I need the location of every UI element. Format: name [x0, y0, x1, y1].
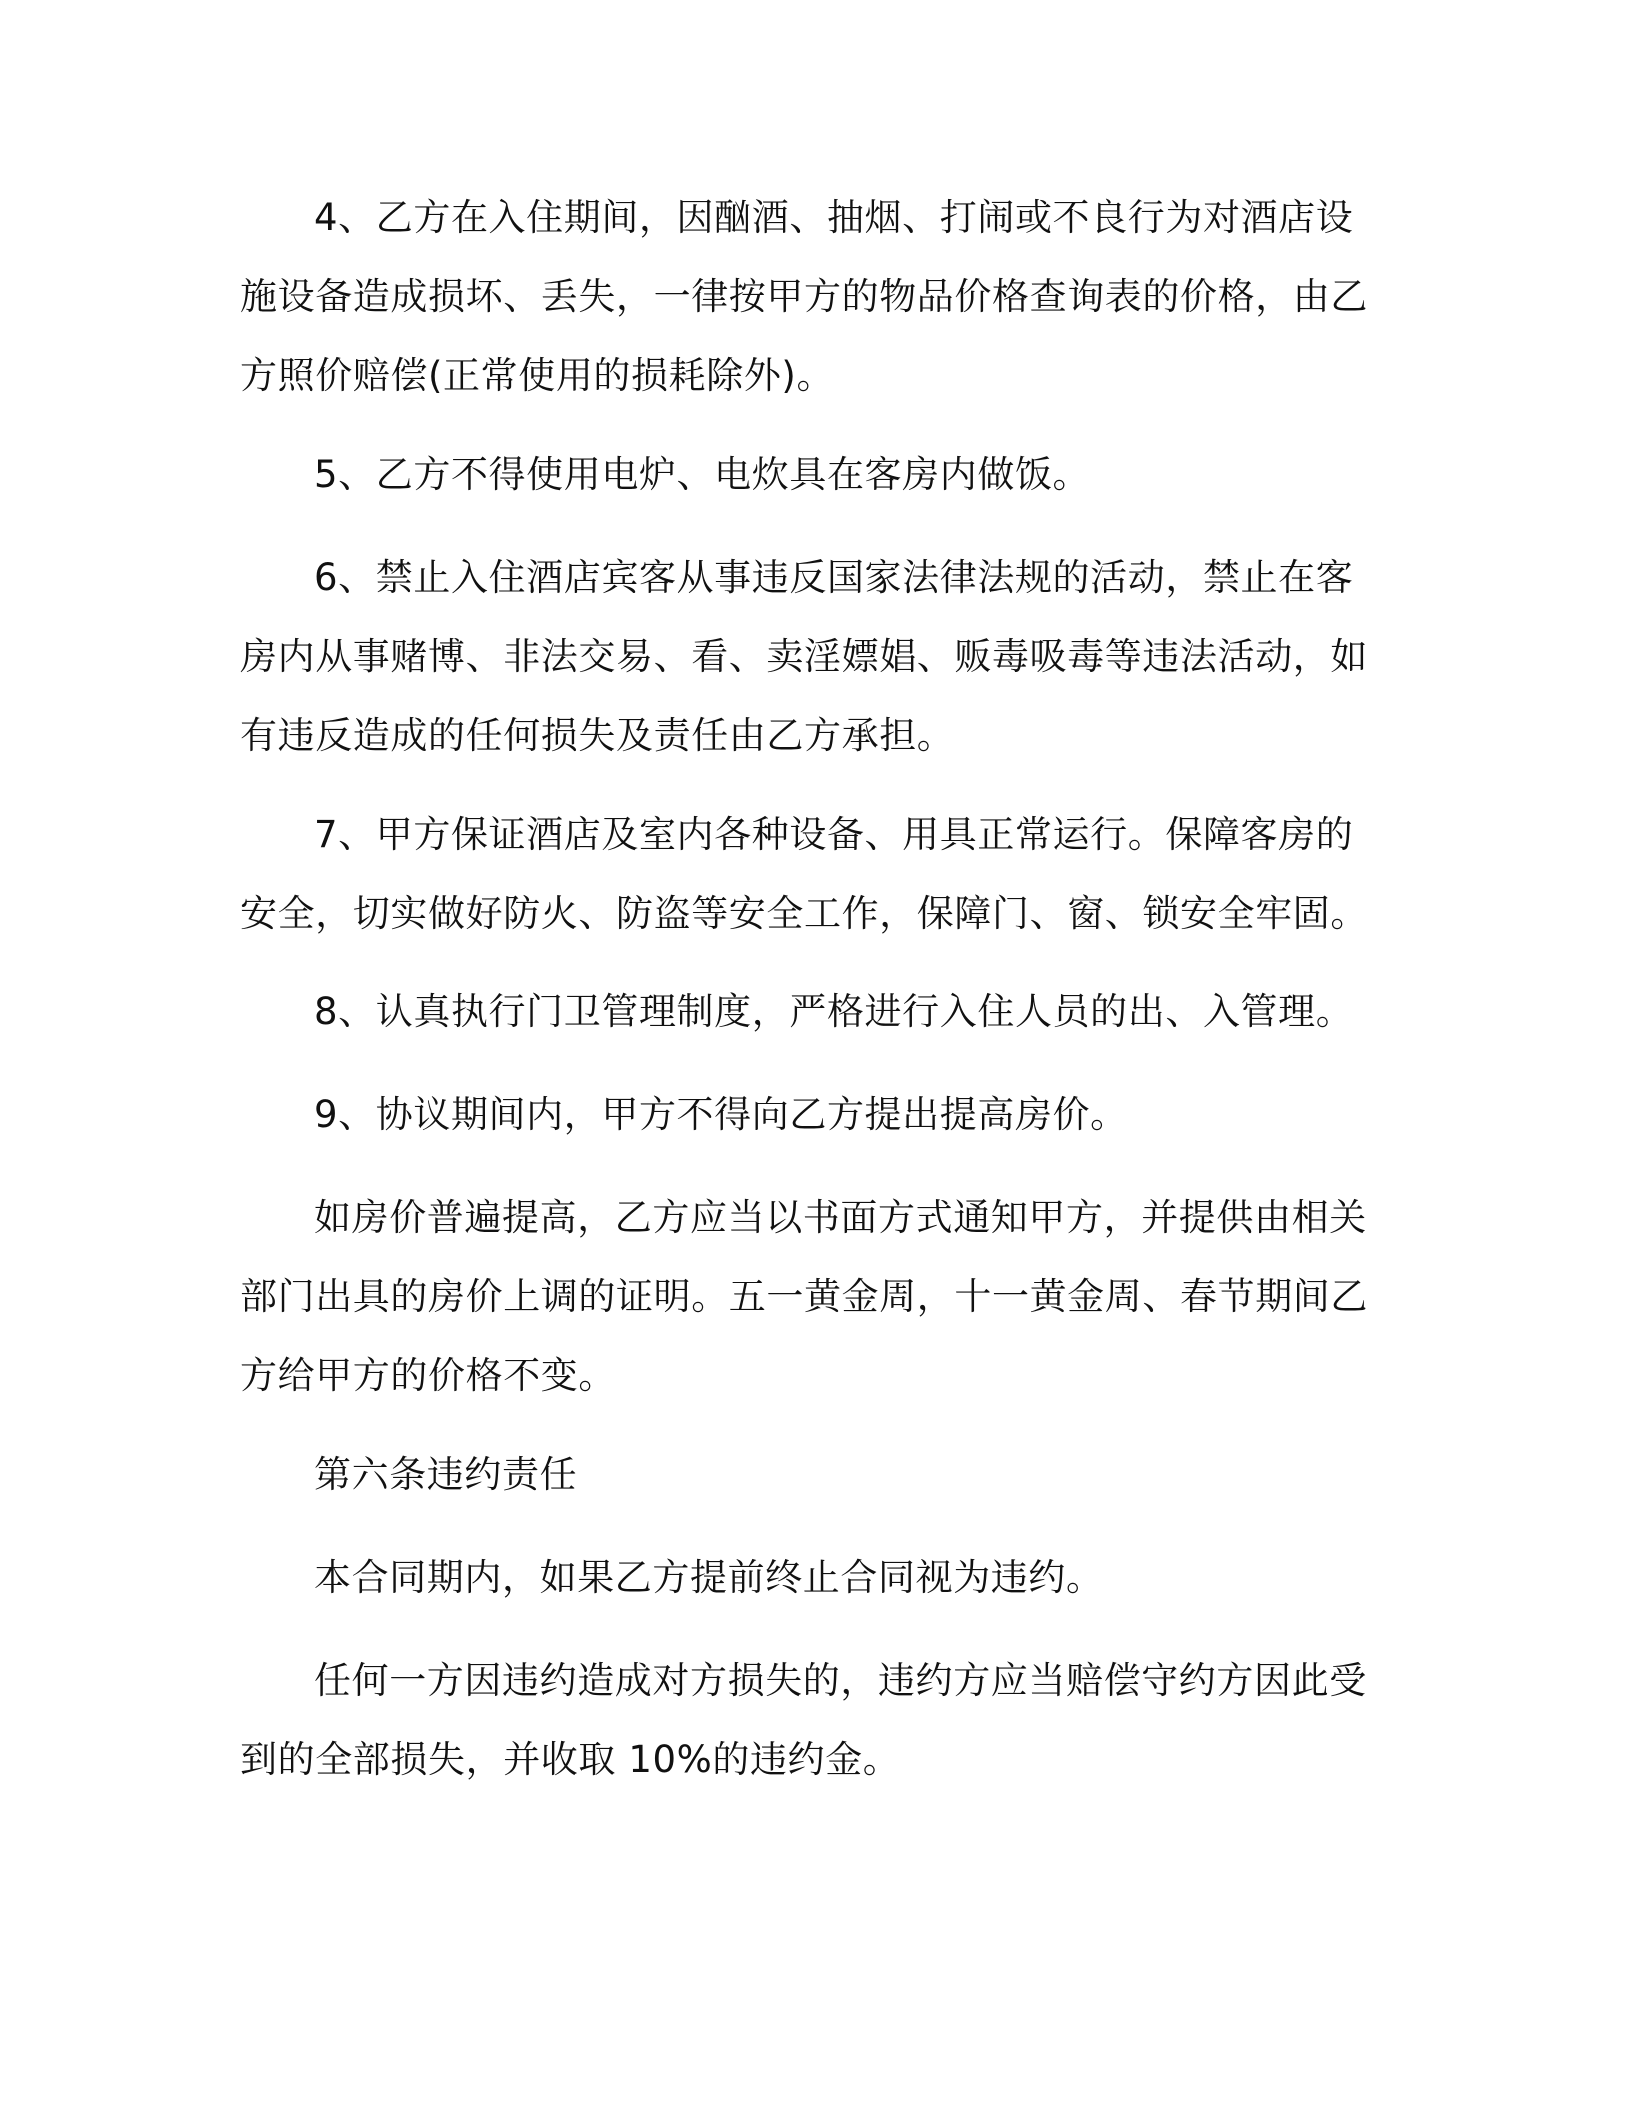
clause-4-paragraph: 4、乙方在入住期间，因酗酒、抽烟、打闹或不良行为对酒店设施设备造成损坏、丢失，一律按甲方的物品价格查询表的价格，由乙方照价赔偿(正常使用的损耗除外)。	[240, 196, 1368, 397]
section-6-heading: 第六条违约责任	[314, 1453, 578, 1496]
early-termination-paragraph: 本合同期内，如果乙方提前终止合同视为违约。	[314, 1556, 1104, 1599]
clause-9-paragraph: 9、协议期间内，甲方不得向乙方提出提高房价。	[314, 1093, 1128, 1136]
clause-6-paragraph: 6、禁止入住酒店宾客从事违反国家法律法规的活动，禁止在客房内从事赌博、非法交易、看、卖淫嫖娼、贩毒吸毒等违法活动，如有违反造成的任何损失及责任由乙方承担。	[240, 556, 1368, 757]
clause-5-paragraph: 5、乙方不得使用电炉、电炊具在客房内做饭。	[314, 453, 1091, 496]
clause-8-paragraph: 8、认真执行门卫管理制度，严格进行入住人员的出、入管理。	[314, 990, 1354, 1033]
clause-7-paragraph: 7、甲方保证酒店及室内各种设备、用具正常运行。保障客房的安全，切实做好防火、防盗等安全工作，保障门、窗、锁安全牢固。	[240, 813, 1368, 935]
breach-compensation-paragraph: 任何一方因违约造成对方损失的，违约方应当赔偿守约方因此受到的全部损失，并收取 10%的违约金。	[240, 1659, 1367, 1781]
price-increase-paragraph: 如房价普遍提高，乙方应当以书面方式通知甲方，并提供由相关部门出具的房价上调的证明。五一黄金周，十一黄金周、春节期间乙方给甲方的价格不变。	[240, 1196, 1368, 1397]
